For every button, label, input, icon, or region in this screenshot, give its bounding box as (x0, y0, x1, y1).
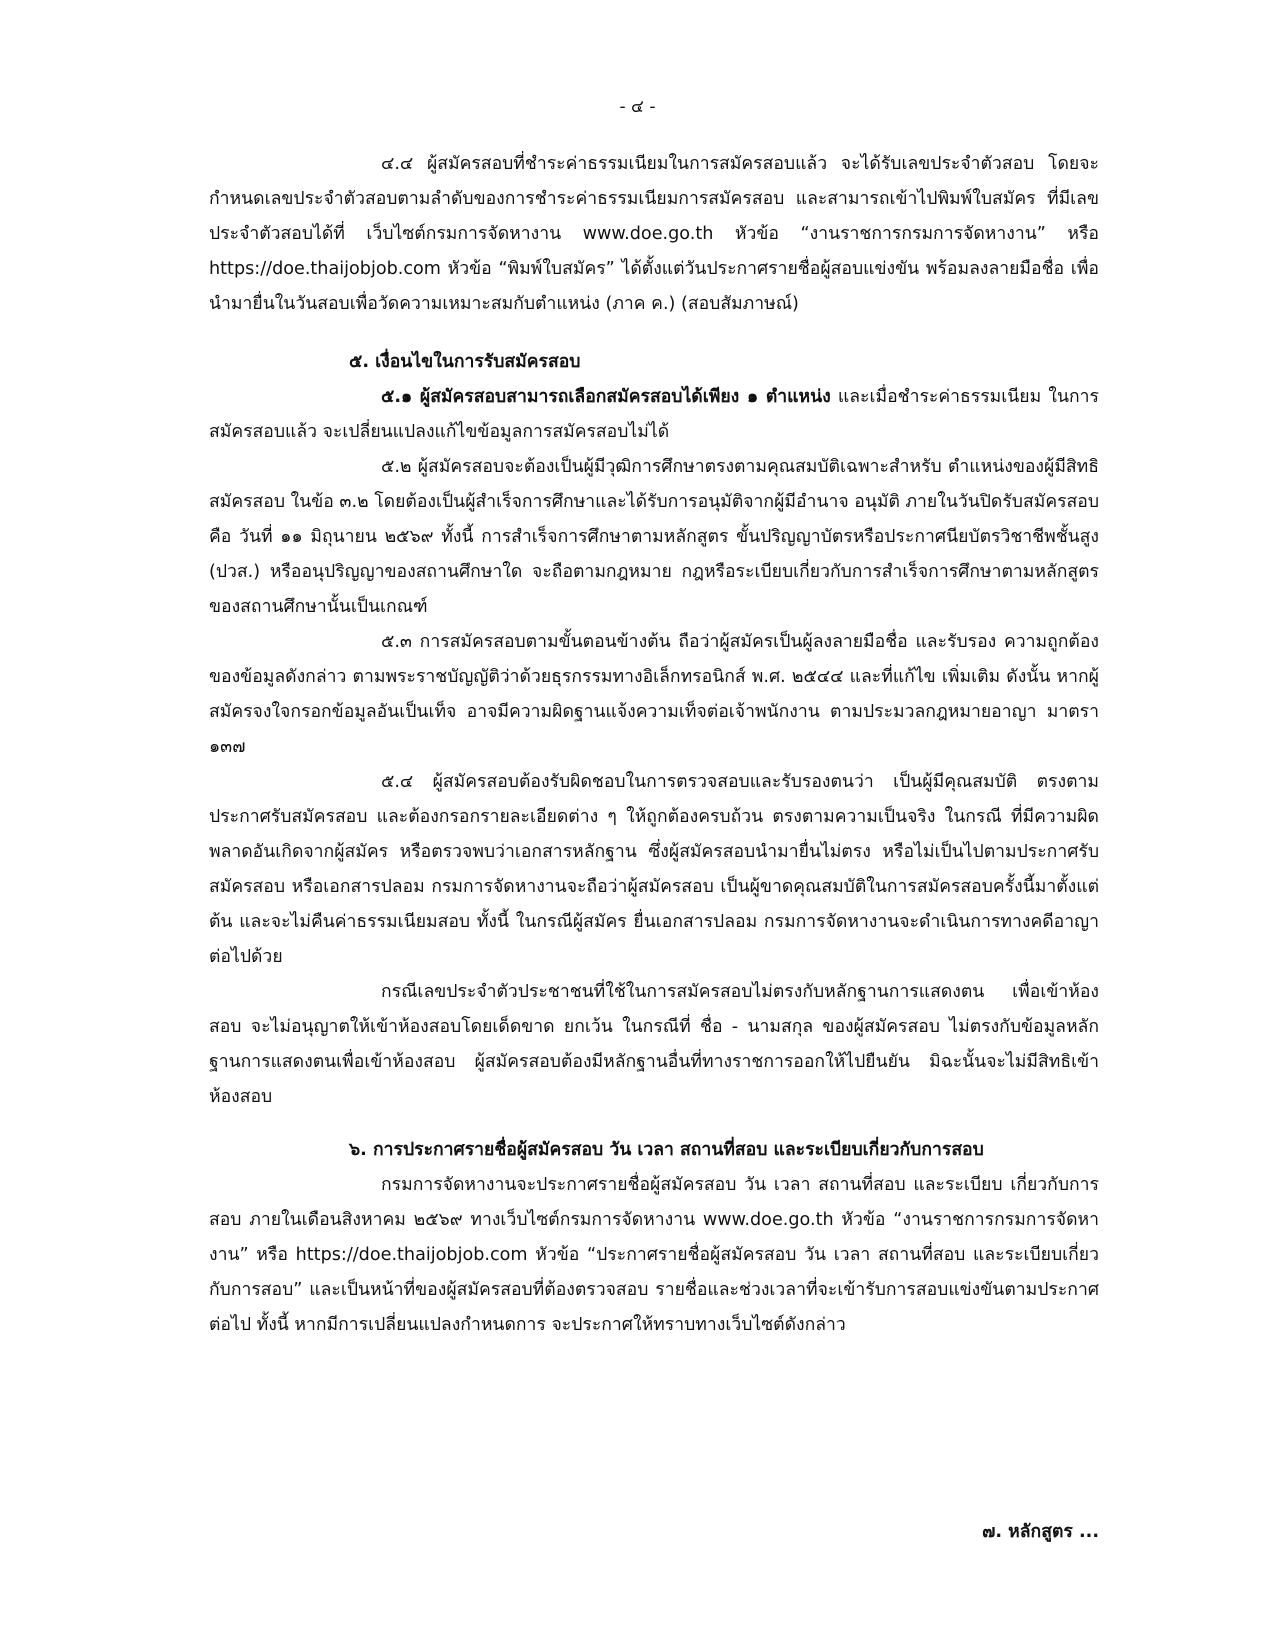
paragraph-4-4: ๔.๔ ผู้สมัครสอบที่ชำระค่าธรรมเนียมในการสมัครสอบแล้ว จะได้รับเลขประจำตัวสอบ โดยจะกำหนดเลขประจำตัวสอบตามลำดับของการชำระค่าธรรมเนียมการสมัครสอบ และสามารถเข้าไปพิมพ์ใบสมัคร ที่มีเลขประจำตัวสอบได้ที่ เว็บไซต์กรมการจัดหางาน www.doe.go.th หัวข้อ “งานราชการกรมการจัดหางาน” หรือ https://doe.thaijobjob.com หัวข้อ “พิมพ์ใบสมัคร” ได้ตั้งแต่วันประกาศรายชื่อผู้สอบแข่งขัน พร้อมลงลายมือชื่อ เพื่อนำมายื่นในวันสอบเพื่อวัดความเหมาะสมกับตำแหน่ง (ภาค ค.) (สอบสัมภาษณ์) (209, 154, 1099, 314)
paragraph-6: กรมการจัดหางานจะประกาศรายชื่อผู้สมัครสอบ วัน เวลา สถานที่สอบ และระเบียบ เกี่ยวกับการสอบ ภายในเดือนสิงหาคม ๒๕๖๙ ทางเว็บไซต์กรมการจัดหางาน www.doe.go.th หัวข้อ “งานราชการกรมการจัดหางาน” หรือ https://doe.thaijobjob.com หัวข้อ “ประกาศรายชื่อผู้สมัครสอบ วัน เวลา สถานที่สอบ และระเบียบเกี่ยวกับการสอบ” และเป็นหน้าที่ของผู้สมัครสอบที่ต้องตรวจสอบ รายชื่อและช่วงเวลาที่จะเข้ารับการสอบแข่งขันตามประกาศต่อไป ทั้งนี้ หากมีการเปลี่ยนแปลงกำหนดการ จะประกาศให้ทราบทางเว็บไซต์ดังกล่าว (209, 1175, 1099, 1335)
continuation-footer: ๗. หลักสูตร ... (982, 1522, 1099, 1542)
paragraph-5-id-card: กรณีเลขประจำตัวประชาชนที่ใช้ในการสมัครสอบไม่ตรงกับหลักฐานการแสดงตน เพื่อเข้าห้องสอบ จะไม่อนุญาตให้เข้าห้องสอบโดยเด็ดขาด ยกเว้น ในกรณีที่ ชื่อ - นามสกุล ของผู้สมัครสอบ ไม่ตรงกับข้อมูลหลักฐานการแสดงตนเพื่อเข้าห้องสอบ ผู้สมัครสอบต้องมีหลักฐานอื่นที่ทางราชการออกให้ไปยืนยัน มิฉะนั้นจะไม่มีสิทธิเข้าห้องสอบ (209, 982, 1099, 1107)
section-5-heading: ๕. เงื่อนไขในการรับสมัครสอบ (349, 352, 581, 372)
paragraph-5-4: ๕.๔ ผู้สมัครสอบต้องรับผิดชอบในการตรวจสอบและรับรองตนว่า เป็นผู้มีคุณสมบัติ ตรงตามประกาศรับสมัครสอบ และต้องกรอกรายละเอียดต่าง ๆ ให้ถูกต้องครบถ้วน ตรงตามความเป็นจริง ในกรณี ที่มีความผิดพลาดอันเกิดจากผู้สมัคร หรือตรวจพบว่าเอกสารหลักฐาน ซึ่งผู้สมัครสอบนำมายื่นไม่ตรง หรือไม่เป็นไปตามประกาศรับสมัครสอบ หรือเอกสารปลอม กรมการจัดหางานจะถือว่าผู้สมัครสอบ เป็นผู้ขาดคุณสมบัติในการสมัครสอบครั้งนี้มาตั้งแต่ต้น และจะไม่คืนค่าธรรมเนียมสอบ ทั้งนี้ ในกรณีผู้สมัคร ยื่นเอกสารปลอม กรมการจัดหางานจะดำเนินการทางคดีอาญาต่อไปด้วย (209, 772, 1099, 967)
page-number: - ๔ - (619, 97, 656, 117)
paragraph-5-1-text: และเมื่อชำระค่าธรรมเนียม ในการสมัครสอบแล้ว จะเปลี่ยนแปลงแก้ไขข้อมูลการสมัครสอบไม่ได้ (209, 387, 1099, 442)
section-6-heading: ๖. การประกาศรายชื่อผู้สมัครสอบ วัน เวลา สถานที่สอบ และระเบียบเกี่ยวกับการสอบ (349, 1140, 984, 1160)
paragraph-5-1 (209, 380, 1099, 450)
paragraph-5-2: ๕.๒ ผู้สมัครสอบจะต้องเป็นผู้มีวุฒิการศึกษาตรงตามคุณสมบัติเฉพาะสำหรับ ตำแหน่งของผู้มีสิทธิสมัครสอบ ในข้อ ๓.๒ โดยต้องเป็นผู้สำเร็จการศึกษาและได้รับการอนุมัติจากผู้มีอำนาจ อนุมัติ ภายในวันปิดรับสมัครสอบ คือ วันที่ ๑๑ มิถุนายน ๒๕๖๙ ทั้งนี้ การสำเร็จการศึกษาตามหลักสูตร ขั้นปริญญาบัตรหรือประกาศนียบัตรวิชาชีพชั้นสูง (ปวส.) หรืออนุปริญญาของสถานศึกษาใด จะถือตามกฎหมาย กฎหรือระเบียบเกี่ยวกับการสำเร็จการศึกษาตามหลักสูตรของสถานศึกษานั้นเป็นเกณฑ์ (209, 457, 1100, 617)
paragraph-5-1-bold: ๕.๑ ผู้สมัครสอบสามารถเลือกสมัครสอบได้เพียง ๑ ตำแหน่ง (381, 387, 831, 407)
paragraph-5-3: ๕.๓ การสมัครสอบตามขั้นตอนข้างต้น ถือว่าผู้สมัครเป็นผู้ลงลายมือชื่อ และรับรอง ความถูกต้องของข้อมูลดังกล่าว ตามพระราชบัญญัติว่าด้วยธุรกรรมทางอิเล็กทรอนิกส์ พ.ศ. ๒๕๔๔ และที่แก้ไข เพิ่มเติม ดังนั้น หากผู้สมัครจงใจกรอกข้อมูลอันเป็นเท็จ อาจมีความผิดฐานแจ้งความเท็จต่อเจ้าพนักงาน ตามประมวลกฎหมายอาญา มาตรา ๑๓๗ (209, 632, 1099, 757)
